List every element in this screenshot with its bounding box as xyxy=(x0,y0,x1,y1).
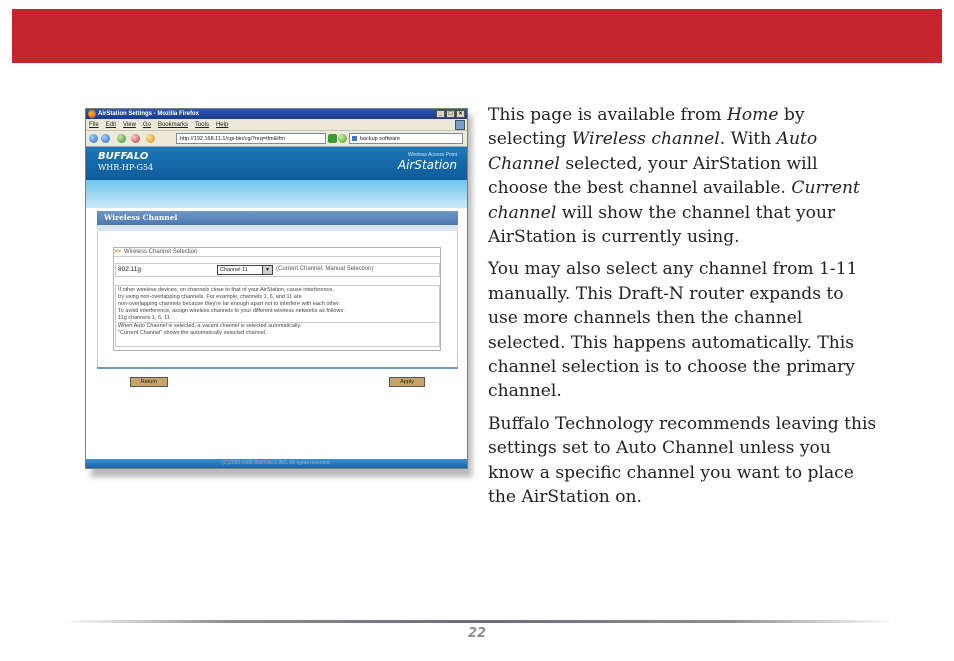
extension-icon[interactable] xyxy=(338,134,347,143)
airstation-logo: AirStation xyxy=(397,158,457,172)
emphasis-text: Current channel xyxy=(488,178,860,223)
menu-go[interactable]: Go xyxy=(142,122,151,128)
body-text xyxy=(488,103,878,518)
emphasis-text: Home xyxy=(726,105,779,125)
minimize-button[interactable]: _ xyxy=(436,110,445,118)
paragraph-manual: You may also select any channel from 1-11 manually. This Draft-N router expands to use more channels then the channel selected. This happens automatically. This channel selection is to choose the primary channel. xyxy=(488,259,858,402)
footer-rule xyxy=(60,620,895,623)
emphasis-text: Wireless channel xyxy=(571,129,720,150)
model-name: WHR-HP-G54 xyxy=(98,163,154,172)
page-number: 22 xyxy=(467,626,487,641)
banner-gradient xyxy=(86,180,467,208)
chevron-down-icon[interactable]: ▼ xyxy=(262,266,272,274)
section-heading xyxy=(114,248,440,257)
note-line: try using non-overlapping channels. For example, channels 1, 6, and 11 are xyxy=(118,294,302,300)
note-line: If other wireless devices, on channels close to that of your AirStation, cause interference, xyxy=(118,287,334,293)
product-tag: Wireless Access Point xyxy=(407,152,457,158)
text-run: by selecting xyxy=(488,105,805,150)
paragraph-recommendation: Buffalo Technology recommends leaving this settings set to Auto Channel unless you know a specific channel you want to place the AirStation on. xyxy=(488,413,877,508)
note-line: To avoid interference, assign wireless channels to your different wireless networks as follows: xyxy=(118,308,345,314)
window-controls xyxy=(436,110,465,118)
throbber-icon xyxy=(455,120,465,130)
note-line: "Current Channel" shows the automatically selected channel. xyxy=(118,330,267,336)
close-button[interactable]: × xyxy=(456,110,465,118)
menu-bookmarks[interactable]: Bookmarks xyxy=(157,122,188,128)
text-run: This page is available from xyxy=(488,105,727,125)
reload-icon[interactable] xyxy=(117,134,126,143)
menu-edit[interactable]: Edit xyxy=(105,122,117,128)
go-icon[interactable] xyxy=(328,134,337,143)
channel-select-value: Channel 11 xyxy=(220,267,248,273)
channel-note xyxy=(115,285,440,347)
note-line: non-overlapping channels because they're far enough apart not to interfere with each other. xyxy=(118,301,341,307)
section-title: Wireless Channel Selection xyxy=(124,249,198,255)
window-title: AirStation Settings - Mozilla Firefox xyxy=(98,111,200,117)
current-channel-note: (Current Channel: Manual Selection) xyxy=(276,266,374,272)
note-line: When Auto Channel is selected, a vacant channel is selected automatically. xyxy=(118,322,437,330)
return-button[interactable]: Return xyxy=(130,377,168,387)
panel-divider xyxy=(97,367,458,369)
standard-label: 802.11g xyxy=(118,266,142,273)
text-run: will show the channel that your AirStation is currently using. xyxy=(488,202,836,248)
copyright-footer: (C)2000-2005 BUFFALO INC. All rights reserved. xyxy=(86,459,467,468)
menu-help[interactable]: Help xyxy=(215,122,229,128)
navigation-toolbar xyxy=(86,131,467,147)
url-input[interactable]: http://192.168.11.1/cgi-bin/cgi?req=tfm&tfm xyxy=(176,133,326,144)
menu-file[interactable]: File xyxy=(89,122,99,128)
browser-screenshot xyxy=(85,108,468,469)
stop-icon[interactable] xyxy=(131,134,140,143)
forward-icon[interactable] xyxy=(101,134,110,143)
text-run: . With xyxy=(719,129,777,150)
firefox-icon xyxy=(88,110,96,118)
header-band xyxy=(12,9,942,63)
buffalo-logo: BUFFALO xyxy=(98,151,149,162)
window-title-bar xyxy=(86,109,467,119)
text-run: selected, your AirStation will choose the best channel available. xyxy=(488,153,818,199)
maximize-button[interactable]: □ xyxy=(446,110,455,118)
menu-tools[interactable]: Tools xyxy=(194,122,209,128)
panel-title: Wireless Channel xyxy=(97,211,458,225)
menu-bar xyxy=(86,119,467,131)
search-input[interactable]: backup software xyxy=(349,133,463,144)
note-line: 11g channels 1, 6, 11 xyxy=(118,315,170,321)
menu-view[interactable]: View xyxy=(123,122,136,128)
back-icon[interactable] xyxy=(89,134,98,143)
channel-select[interactable] xyxy=(217,265,273,275)
section-arrow-icon: >> xyxy=(114,249,122,255)
emphasis-text: Auto Channel xyxy=(488,129,818,174)
paragraph-access xyxy=(488,103,878,249)
apply-button[interactable]: Apply xyxy=(389,377,425,387)
home-icon[interactable] xyxy=(146,134,155,143)
